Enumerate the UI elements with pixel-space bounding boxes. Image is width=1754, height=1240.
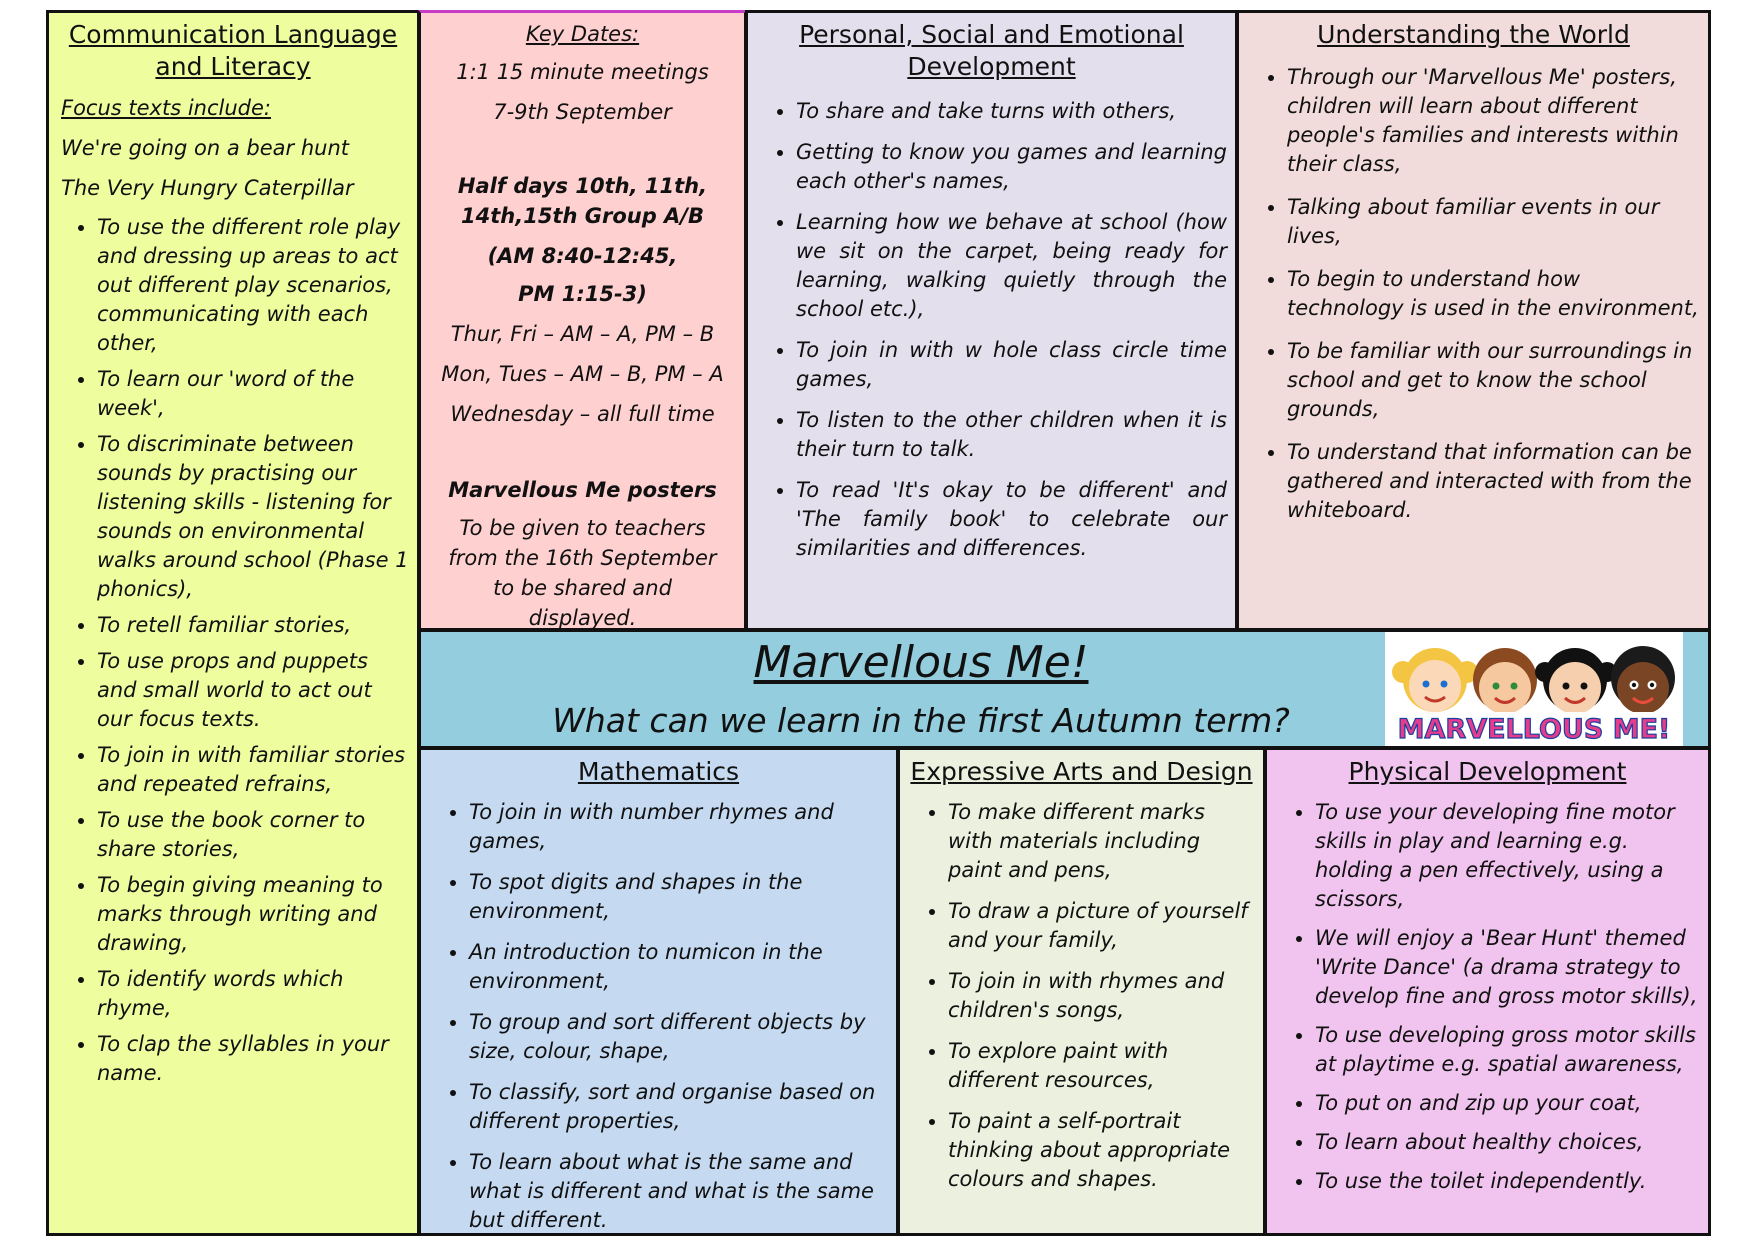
list-item: • To paint a self-portrait thinking about appropriate colours and shapes. xyxy=(948,1107,1255,1194)
child-face-1 xyxy=(1392,648,1478,712)
pse-title: Personal, Social and Emotional Development xyxy=(799,20,1184,81)
children-faces-image xyxy=(1385,632,1683,746)
list-item: • To clap the syllables in your name. xyxy=(97,1030,409,1088)
child-face-4 xyxy=(1611,646,1675,714)
focus-text: We're going on a bear hunt xyxy=(61,136,349,160)
title-banner xyxy=(418,629,1711,749)
list-item: • To draw a picture of yourself and your family, xyxy=(948,897,1255,955)
communication-panel xyxy=(46,10,420,1236)
world-list xyxy=(1239,63,1708,525)
page-title: Marvellous Me! xyxy=(753,637,1089,688)
list-item: • To use developing gross motor skills at playtime e.g. spatial awareness, xyxy=(1315,1021,1700,1079)
list-item: • To discriminate between sounds by practising our listening skills - listening for sounds on environmental walks around school (Phase 1 phonics), xyxy=(97,430,409,604)
child-face-3 xyxy=(1535,648,1617,714)
list-item: • To join in with w hole class circle time games, xyxy=(796,336,1227,394)
list-item: • To listen to the other children when it is their turn to talk. xyxy=(796,406,1227,464)
arts-title: Expressive Arts and Design xyxy=(910,757,1253,786)
communication-title: Communication Language and Literacy xyxy=(68,20,398,81)
pse-list xyxy=(748,97,1235,563)
list-item: • To begin giving meaning to marks through writing and drawing, xyxy=(97,871,409,958)
page-subtitle: What can we learn in the first Autumn term? xyxy=(552,701,1290,740)
list-item: • To explore paint with different resources, xyxy=(948,1037,1255,1095)
list-item: • To spot digits and shapes in the environment, xyxy=(469,868,888,926)
list-item: • To join in with number rhymes and games, xyxy=(469,798,888,856)
list-item: • To make different marks with materials including paint and pens, xyxy=(948,798,1255,885)
focus-text: The Very Hungry Caterpillar xyxy=(61,176,354,200)
posters-text: To be given to teachers from the 16th September to be shared and displayed. xyxy=(448,516,717,630)
world-panel xyxy=(1236,10,1711,631)
maths-title: Mathematics xyxy=(577,757,740,786)
list-item: • To join in with familiar stories and repeated refrains, xyxy=(97,741,409,799)
list-item: • To put on and zip up your coat, xyxy=(1315,1089,1700,1118)
list-item: • Talking about familiar events in our lives, xyxy=(1287,193,1700,251)
focus-texts-heading: Focus texts include: xyxy=(61,96,271,120)
list-item: • To be familiar with our surroundings in school and get to know the school grounds, xyxy=(1287,337,1700,424)
world-title: Understanding the World xyxy=(1317,20,1630,49)
maths-panel xyxy=(418,747,899,1236)
list-item: • To use props and puppets and small world to act out our focus texts. xyxy=(97,647,409,734)
communication-list xyxy=(49,213,417,1088)
list-item: • An introduction to numicon in the environment, xyxy=(469,938,888,996)
am-times: (AM 8:40-12:45, xyxy=(487,244,678,268)
key-dates-title: Key Dates: xyxy=(525,22,640,46)
list-item: • We will enjoy a 'Bear Hunt' themed 'Write Dance' (a drama strategy to develop fine and gross motor skills), xyxy=(1315,924,1700,1011)
meetings-date: 7-9th September xyxy=(493,100,672,124)
physical-panel xyxy=(1264,747,1711,1236)
list-item: • To understand that information can be gathered and interacted with from the whiteboard. xyxy=(1287,438,1700,525)
schedule-line: Thur, Fri – AM – A, PM – B xyxy=(450,322,715,346)
child-face-2 xyxy=(1473,648,1537,714)
arts-list xyxy=(900,798,1263,1194)
list-item: • Through our 'Marvellous Me' posters, children will learn about different people's families and interests within their class, xyxy=(1287,63,1700,179)
physical-list xyxy=(1267,798,1708,1196)
list-item: • To use your developing fine motor skills in play and learning e.g. holding a pen effectively, using a scissors, xyxy=(1315,798,1700,914)
list-item: • To identify words which rhyme, xyxy=(97,965,409,1023)
list-item: • To use the book corner to share stories, xyxy=(97,806,409,864)
list-item: • To join in with rhymes and children's songs, xyxy=(948,967,1255,1025)
maths-list xyxy=(421,798,896,1235)
schedule-line: Mon, Tues – AM – B, PM – A xyxy=(441,362,724,386)
list-item: • To share and take turns with others, xyxy=(796,97,1227,126)
list-item: • Getting to know you games and learning each other's names, xyxy=(796,138,1227,196)
list-item: • To use the different role play and dressing up areas to act out different play scenarios, communicating with each other, xyxy=(97,213,409,358)
posters-heading: Marvellous Me posters xyxy=(448,478,717,502)
arts-panel xyxy=(897,747,1266,1236)
physical-title: Physical Development xyxy=(1348,757,1627,786)
list-item: • To learn our 'word of the week', xyxy=(97,365,409,423)
meetings-heading: 1:1 15 minute meetings xyxy=(456,60,709,84)
list-item: • To classify, sort and organise based on different properties, xyxy=(469,1078,888,1136)
list-item: • To learn about healthy choices, xyxy=(1315,1128,1700,1157)
marvellous-me-logo xyxy=(1385,632,1683,746)
pse-panel xyxy=(745,10,1238,631)
list-item: • To group and sort different objects by size, colour, shape, xyxy=(469,1008,888,1066)
list-item: • To use the toilet independently. xyxy=(1315,1167,1700,1196)
list-item: • To begin to understand how technology is used in the environment, xyxy=(1287,265,1700,323)
list-item: • To retell familiar stories, xyxy=(97,611,409,640)
list-item: • To learn about what is the same and what is different and what is the same but different. xyxy=(469,1148,888,1235)
pm-times: PM 1:15-3) xyxy=(518,282,647,306)
key-dates-panel xyxy=(418,10,747,631)
logo-text: MARVELLOUS ME! xyxy=(1397,714,1671,745)
half-days-heading: Half days 10th, 11th, 14th,15th Group A/B xyxy=(457,174,708,228)
schedule-line: Wednesday – all full time xyxy=(450,402,715,426)
list-item: • To read 'It's okay to be different' and 'The family book' to celebrate our similarities and differences. xyxy=(796,476,1227,563)
list-item: • Learning how we behave at school (how we sit on the carpet, being ready for learning, walking quietly through the school etc.), xyxy=(796,208,1227,324)
